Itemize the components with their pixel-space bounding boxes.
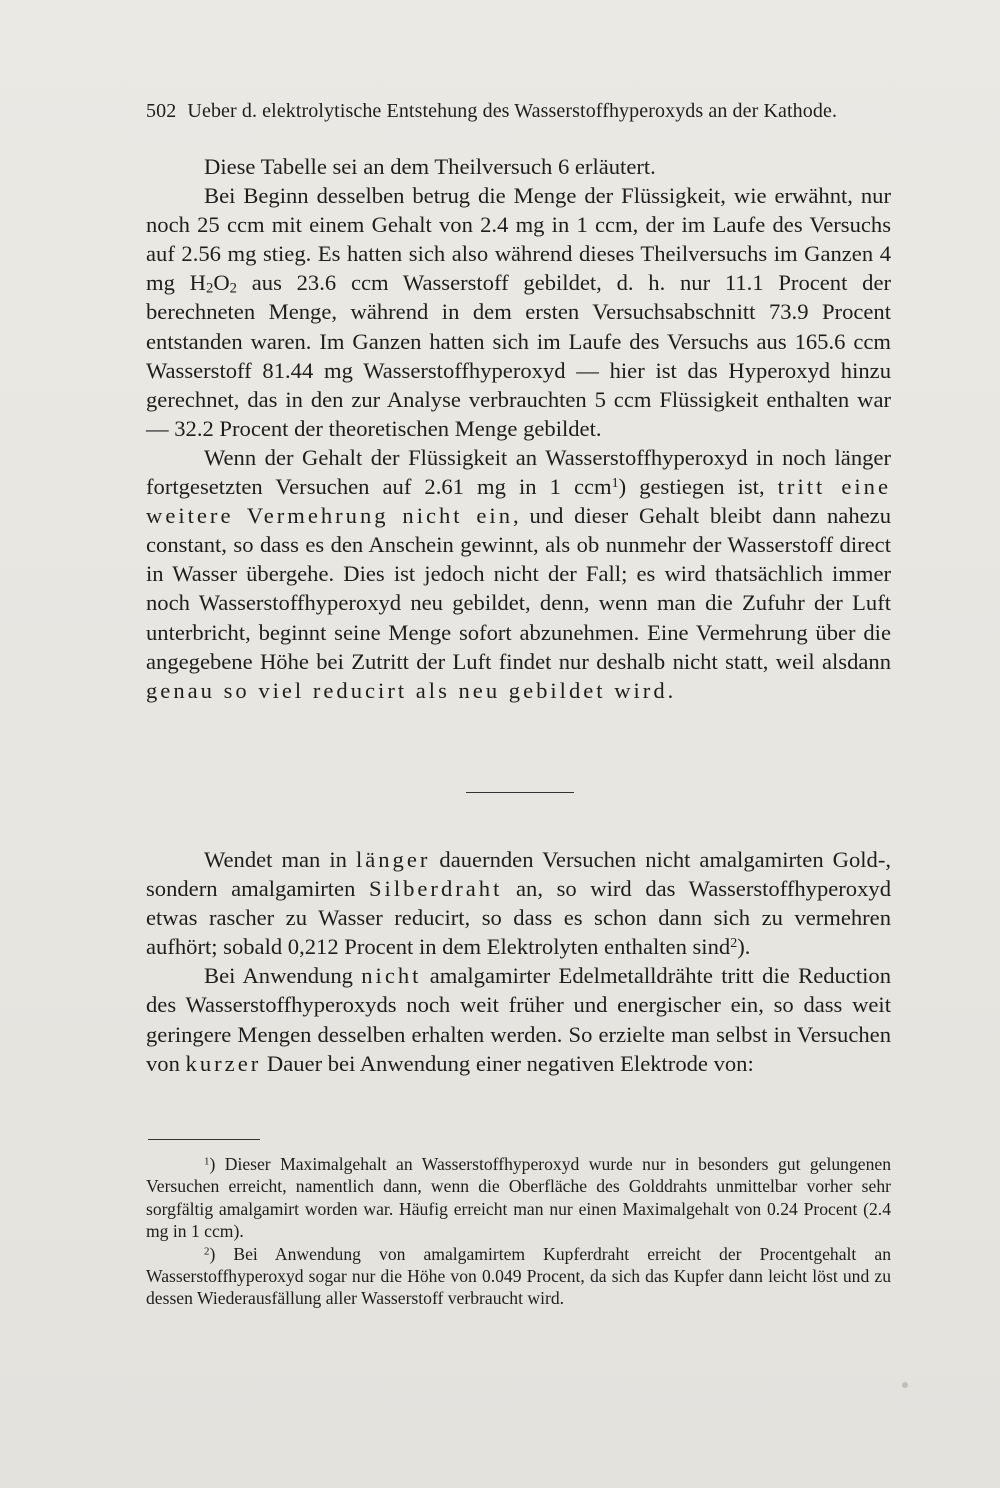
footnote-ref-2[interactable]: 2 (730, 936, 738, 952)
formula-h-subscript: 2 (205, 281, 214, 298)
paragraph-2-text-b: aus 23.6 ccm Wasserstoff gebildet, d. h. nur 11.1 Procent der berechneten Menge, während in dem ersten Versuchsabschnitt 73.9 Procent entstanden waren. Im Ganzen hatten sich im Laufe des Versuchs aus 165.6 ccm Wasserstoff 81.44 mg Wasserstoffhyperoxyd — hier ist das Hyperoxyd hinzu gerechnet, das in den zur Analyse verbrauchten 5 ccm Flüssigkeit enthalten war — 32.2 Procent der theoretischen Menge gebildet. (146, 270, 892, 441)
footnotes (146, 1153, 891, 1310)
paragraph-4-text-a: Wendet man in (204, 847, 356, 872)
paragraph-3-text-c: , und dieser Gehalt bleibt dann nahezu constant, so dass es den Anschein gewinnt, als ob nunmehr der Wasserstoff direct in Wasser übergehe. Dies ist jedoch nicht der Fall; es wird thatsächlich immer noch Wasserstoffhyperoxyd neu gebildet, denn, wenn man die Zufuhr der Luft unterbricht, beginnt seine Menge sofort abzunehmen. Eine Vermehrung über die angegebene Höhe bei Zutritt der Luft findet nur deshalb nicht statt, weil alsdann (146, 503, 891, 674)
paragraph-3-text-b: ) gestiegen ist, (618, 474, 778, 500)
paragraph-3-emphasis-2: genau so viel reducirt als neu gebildet wird (146, 677, 668, 703)
paragraph-4-emphasis-1: länger (355, 847, 431, 872)
paragraph-1-text: Diese Tabelle sei an dem Theilversuch 6 erläutert. (204, 154, 656, 179)
footnote-ref-1[interactable]: 1 (611, 476, 619, 492)
paragraph-3-emphasis-1: tritt eine weitere Vermehrung nicht ein (146, 474, 891, 529)
paragraph-5-text-c: Dauer bei Anwendung einer negativen Elektrode von: (261, 1050, 754, 1076)
running-header (146, 100, 891, 123)
paragraph-5 (146, 961, 891, 1077)
paragraph-4 (146, 845, 891, 961)
body-text-lower (146, 845, 891, 1078)
footnote-1 (146, 1153, 891, 1243)
paragraph-4-emphasis-2: Silberdraht (368, 876, 503, 902)
paragraph-3-text-d: . (667, 677, 674, 703)
paragraph-5-text-b: amalgamirter Edelmetalldrähte tritt die Reduction des Wasserstoffhyperoxyds noch weit früher und energischer ein, so dass weit geringere Mengen desselben erhalten werden. So erzielte man selbst in Versuchen von (146, 963, 891, 1076)
paper-blemish (902, 1382, 908, 1388)
paragraph-1 (146, 152, 891, 181)
paragraph-5-emphasis-1: nicht (361, 963, 422, 989)
paragraph-2-text-a: Bei Beginn desselben betrug die Menge der Flüssigkeit, wie erwähnt, nur noch 25 ccm mit einem Gehalt von 2.4 mg in 1 ccm, der im Laufe des Versuchs auf 2.56 mg stieg. Es hatten sich also während dieses Theilversuchs im Ganzen 4 mg H (146, 183, 891, 296)
footnote-1-text: ) Dieser Maximalgehalt an Wasserstoffhyperoxyd wurde nur in besonders gut gelungenen Versuchen erreicht, namentlich dann, wenn die Oberfläche des Golddrahts unmittelbar vorher sehr sorgfältig amalgamirt worden war. Häufig erreicht man nur einen Maximalgehalt von 0.24 Procent (2.4 mg in 1 ccm). (146, 1154, 891, 1242)
paragraph-4-text-d: ). (737, 934, 751, 960)
section-divider (466, 792, 574, 793)
footnote-divider (148, 1139, 260, 1140)
footnote-2-text: ) Bei Anwendung von amalgamirtem Kupferdraht erreicht der Procentgehalt an Wasserstoffhyperoxyd sogar nur die Höhe von 0.049 Procent, da sich das Kupfer dann leicht löst und zu dessen Wiederausfällung aller Wasserstoff verbraucht wird. (146, 1243, 891, 1309)
formula-oxygen: O (213, 270, 230, 296)
paragraph-5-emphasis-2: kurzer (185, 1050, 262, 1076)
paragraph-3-text-a: Wenn der Gehalt der Flüssigkeit an Wasserstoffhyperoxyd in noch länger fortgesetzten Versuchen auf 2.61 mg in 1 ccm (146, 444, 891, 500)
paragraph-3 (146, 443, 891, 705)
body-text-upper (146, 152, 891, 705)
paragraph-5-text-a: Bei Anwendung (204, 963, 362, 989)
page-number: 502 (146, 100, 177, 122)
running-title: Ueber d. elektrolytische Entstehung des Wasserstoffhyperoxyds an der Kathode. (187, 100, 838, 122)
footnote-2 (146, 1243, 891, 1310)
footnote-2-mark: 2 (204, 1245, 210, 1258)
paragraph-4-text-b: dauernden Versuchen nicht amalgamirten Gold-, sondern amalgamirten (146, 847, 891, 902)
formula-o-subscript: 2 (229, 281, 237, 298)
paragraph-2 (146, 181, 891, 443)
footnote-1-mark: 1 (204, 1155, 210, 1168)
paragraph-4-text-c: an, so wird das Wasserstoffhyperoxyd etwas rascher zu Wasser reducirt, so dass es schon dann sich zu vermehren aufhört; sobald 0,212 Procent in dem Elektrolyten enthalten sind (146, 876, 891, 960)
